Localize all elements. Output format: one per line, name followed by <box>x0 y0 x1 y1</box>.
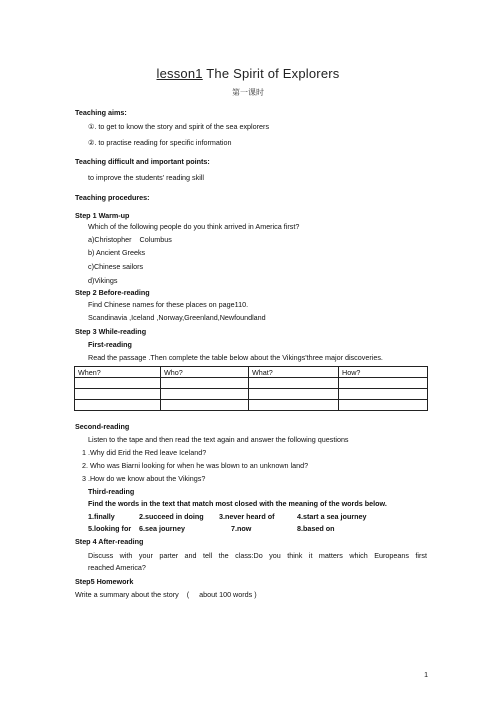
aim-item-2: ②. to practise reading for specific information <box>88 138 232 147</box>
step1-option-a: a)Christopher Columbus <box>88 235 172 244</box>
table-header-when: When? <box>75 367 161 378</box>
table-cell[interactable] <box>339 389 428 400</box>
step4-line-1: Discuss with your parter and tell the class:Do you think it matters which Europeans first <box>88 551 427 560</box>
title-lesson-number: lesson1 <box>156 66 203 81</box>
step1-option-d: d)Vikings <box>88 276 118 285</box>
word-item-5: 5.looking for <box>88 524 132 533</box>
step1-option-c: c)Chinese sailors <box>88 262 144 271</box>
third-reading-text: Find the words in the text that match most closed with the meaning of the words below. <box>88 499 387 508</box>
step2-line-1: Find Chinese names for these places on page110. <box>88 300 249 309</box>
table-header-who: Who? <box>161 367 249 378</box>
second-reading-heading: Second-reading <box>75 422 130 431</box>
word-item-6: 6.sea journey <box>139 524 185 533</box>
word-item-1: 1.finally <box>88 512 115 521</box>
step1-heading: Step 1 Warm-up <box>75 211 130 220</box>
table-cell[interactable] <box>249 400 339 411</box>
first-reading-heading: First-reading <box>88 340 132 349</box>
aim-item-1: ①. to get to know the story and spirit of the sea explorers <box>88 122 270 131</box>
title-text: The Spirit of Explorers <box>202 66 340 81</box>
table-row <box>75 389 428 400</box>
table-cell[interactable] <box>161 378 249 389</box>
table-cell[interactable] <box>75 400 161 411</box>
question-2: 2. Who was Biarni looking for when he was blown to an unknown land? <box>82 461 309 470</box>
table-cell[interactable] <box>249 378 339 389</box>
page-subtitle: 第一课时 <box>232 88 264 97</box>
word-item-3: 3.never heard of <box>219 512 275 521</box>
page-number-area <box>0 672 496 679</box>
word-item-2: 2.succeed in doing <box>139 512 204 521</box>
table-cell[interactable] <box>75 389 161 400</box>
page-title <box>0 66 496 81</box>
table-header-what: What? <box>249 367 339 378</box>
step4-heading: Step 4 After-reading <box>75 537 144 546</box>
aims-heading: Teaching aims: <box>75 108 127 117</box>
table-cell[interactable] <box>161 389 249 400</box>
step1-option-b: b) Ancient Greeks <box>88 248 146 257</box>
table-cell[interactable] <box>249 389 339 400</box>
question-3: 3 .How do we know about the Vikings? <box>82 474 206 483</box>
third-reading-heading: Third-reading <box>88 487 135 496</box>
difficult-points-heading: Teaching difficult and important points: <box>75 157 210 166</box>
word-item-4: 4.start a sea journey <box>297 512 367 521</box>
page-number: 1 <box>424 672 428 679</box>
table-cell[interactable] <box>339 400 428 411</box>
table-cell[interactable] <box>161 400 249 411</box>
table-cell[interactable] <box>75 378 161 389</box>
table-row <box>75 400 428 411</box>
step4-line-2: reached America? <box>88 563 146 572</box>
table-row <box>75 378 428 389</box>
step3-heading: Step 3 While-reading <box>75 327 147 336</box>
difficult-points-text: to improve the students' reading skill <box>88 173 205 182</box>
table-cell[interactable] <box>339 378 428 389</box>
table-header-row <box>75 367 428 378</box>
procedures-heading: Teaching procedures: <box>75 193 150 202</box>
step2-line-2: Scandinavia ,Iceland ,Norway,Greenland,Newfoundland <box>88 313 266 322</box>
word-item-7: 7.now <box>231 524 252 533</box>
first-reading-text: Read the passage .Then complete the table below about the Vikings'three major discoveries. <box>88 353 383 362</box>
step5-text: Write a summary about the story ( about 100 words ) <box>75 590 257 599</box>
step1-question: Which of the following people do you think arrived in America first? <box>88 222 300 231</box>
step5-heading: Step5 Homework <box>75 577 134 586</box>
step2-heading: Step 2 Before-reading <box>75 288 150 297</box>
table-header-how: How? <box>339 367 428 378</box>
discoveries-table <box>74 366 428 411</box>
second-reading-intro: Listen to the tape and then read the text again and answer the following questions <box>88 435 349 444</box>
word-item-8: 8.based on <box>297 524 335 533</box>
question-1: 1 .Why did Erid the Red leave Iceland? <box>82 448 207 457</box>
